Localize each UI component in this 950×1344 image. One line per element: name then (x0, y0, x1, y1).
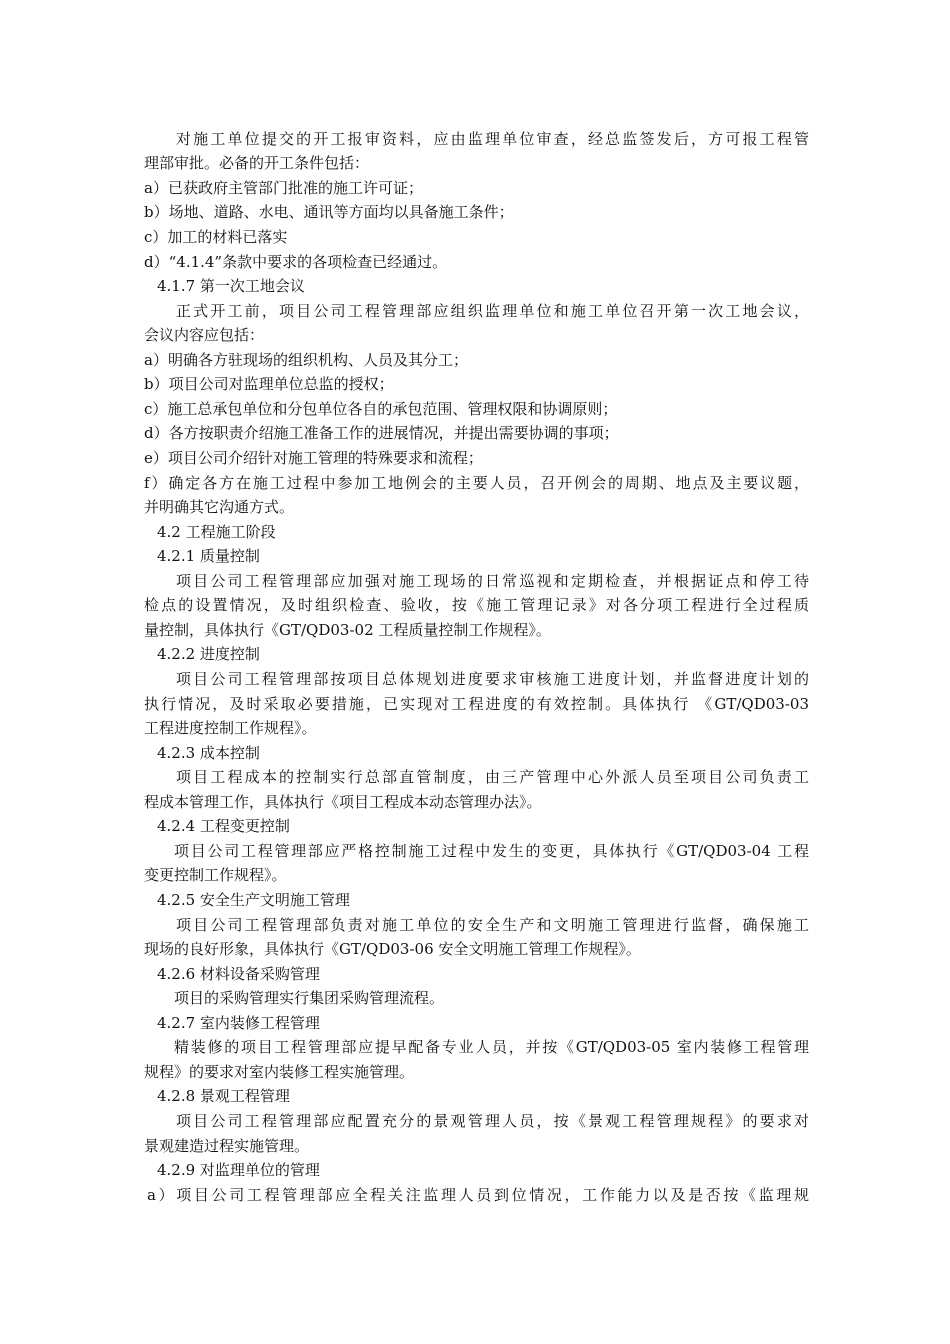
section-heading: 4.2.9 对监理单位的管理 (157, 1161, 320, 1179)
paragraph-line: 变更控制工作规程》。 (144, 866, 287, 884)
paragraph-line: 项目公司工程管理部应配置充分的景观管理人员，按《景观工程管理规程》的要求对 (176, 1112, 809, 1130)
paragraph-line: 项目公司工程管理部按项目总体规划进度要求审核施工进度计划，并监督进度计划的 (176, 670, 809, 688)
paragraph-line: 理部审批。必备的开工条件包括： (144, 154, 370, 172)
paragraph-line: 正式开工前，项目公司工程管理部应组织监理单位和施工单位召开第一次工地会议， (176, 302, 809, 320)
section-heading: 4.2.7 室内装修工程管理 (157, 1014, 320, 1032)
paragraph-line: 项目公司工程管理部应严格控制施工过程中发生的变更，具体执行《GT/QD03-04 工程 (174, 842, 809, 860)
paragraph-line: 会议内容应包括： (144, 326, 265, 344)
paragraph-line: 项目的采购管理实行集团采购管理流程。 (174, 989, 445, 1007)
paragraph-line: 执行情况，及时采取必要措施，已实现对工程进度的有效控制。具体执行 《GT/QD03-03 (144, 695, 809, 713)
list-item: a）项目公司工程管理部应全程关注监理人员到位情况，工作能力以及是否按《监理规 (147, 1186, 809, 1204)
paragraph-line: 景观建造过程实施管理。 (144, 1137, 310, 1155)
section-heading: 4.2.5 安全生产文明施工管理 (157, 891, 350, 909)
section-heading: 4.2.1 质量控制 (157, 547, 260, 565)
list-item: d）“4.1.4”条款中要求的各项检查已经通过。 (144, 253, 448, 271)
section-heading: 4.2.3 成本控制 (157, 744, 260, 762)
paragraph-line: 现场的良好形象，具体执行《GT/QD03-06 安全文明施工管理工作规程》。 (144, 940, 641, 958)
list-item: a）明确各方驻现场的组织机构、人员及其分工； (144, 351, 468, 369)
paragraph-line: 程成本管理工作，具体执行《项目工程成本动态管理办法》。 (144, 793, 542, 811)
section-heading: 4.2.6 材料设备采购管理 (157, 965, 320, 983)
section-heading: 4.2.4 工程变更控制 (157, 817, 290, 835)
section-heading: 4.1.7 第一次工地会议 (157, 277, 305, 295)
list-item: c）加工的材料已落实 (144, 228, 288, 246)
paragraph-line: 项目工程成本的控制实行总部直管制度，由三产管理中心外派人员至项目公司负责工 (176, 768, 809, 786)
paragraph-line: 精装修的项目工程管理部应提早配备专业人员，并按《GT/QD03-05 室内装修工程管理 (174, 1038, 809, 1056)
paragraph-line: 工程进度控制工作规程》。 (144, 719, 317, 737)
list-item: c）施工总承包单位和分包单位各自的承包范围、管理权限和协调原则； (144, 400, 618, 418)
paragraph-line: 量控制，具体执行《GT/QD03-02 工程质量控制工作规程》。 (144, 621, 551, 639)
paragraph-line: 对施工单位提交的开工报审资料，应由监理单位审查，经总监签发后，方可报工程管 (176, 130, 809, 148)
paragraph-line: 项目公司工程管理部负责对施工单位的安全生产和文明施工管理进行监督，确保施工 (176, 916, 809, 934)
section-heading: 4.2.2 进度控制 (157, 645, 260, 663)
section-heading: 4.2 工程施工阶段 (157, 523, 276, 541)
list-item: a）已获政府主管部门批准的施工许可证； (144, 179, 423, 197)
list-item: d）各方按职责介绍施工准备工作的进展情况，并提出需要协调的事项； (144, 424, 619, 442)
paragraph-line: 检点的设置情况，及时组织检查、验收，按《施工管理记录》对各分项工程进行全过程质 (144, 596, 809, 614)
section-heading: 4.2.8 景观工程管理 (157, 1087, 290, 1105)
paragraph-line: 规程》的要求对室内装修工程实施管理。 (144, 1063, 415, 1081)
list-item: b）项目公司对监理单位总监的授权； (144, 375, 394, 393)
paragraph-line: 并明确其它沟通方式。 (144, 498, 295, 516)
list-item: e）项目公司介绍针对施工管理的特殊要求和流程； (144, 449, 483, 467)
paragraph-line: 项目公司工程管理部应加强对施工现场的日常巡视和定期检查，并根据证点和停工待 (176, 572, 809, 590)
list-item: b）场地、道路、水电、通讯等方面均以具备施工条件； (144, 203, 514, 221)
list-item: f）确定各方在施工过程中参加工地例会的主要人员，召开例会的周期、地点及主要议题， (144, 474, 809, 492)
